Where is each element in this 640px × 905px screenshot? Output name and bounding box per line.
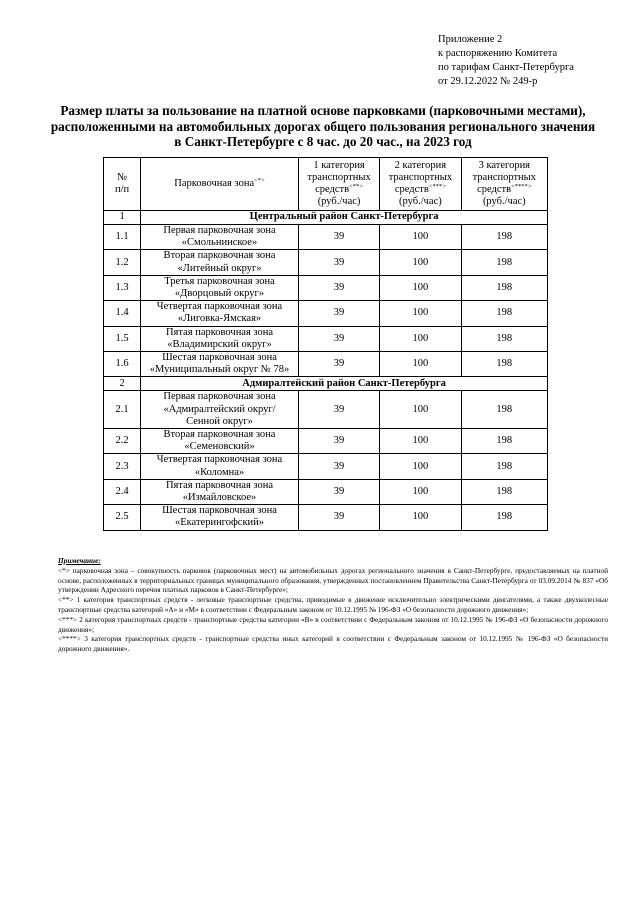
header-category-2: 2 категория транспортных средств<***> (руб./час) [380,158,461,211]
section-row-central [104,211,548,225]
appendix-line: к распоряжению Комитета [438,48,558,59]
section-num: 1 [104,211,141,225]
table-row: 2.4 Пятая парковочная зона «Измайловское» 39 100 198 [104,479,548,504]
table-row: 1.3 Третья парковочная зона «Дворцовый округ» 39 100 198 [104,275,548,300]
title-line: расположенными на автомобильных дорогах общего пользования регионального значения [50,118,596,134]
table-row: 1.6 Шестая парковочная зона «Муниципальный округ № 78» 39 100 198 [104,352,548,377]
header-num: № п/п [104,158,141,211]
header-zone: Парковочная зона<*> [141,158,299,211]
table-header-row [104,158,548,211]
appendix-line: Приложение 2 [438,34,503,45]
header-category-1: 1 категория транспортных средств<**> (руб./час) [298,158,379,211]
note-zone: <*> парковочная зона – совокупность парковок (парковочных мест) на автомобильных дорогах регионального значения в Санкт-Петербурге, предоставляемых на платной основе, расположенных в территориальных границах муниципального образования, утвержденных постановлением Правительства Санкт-Петербурга от 03.09.2014 № 837 «Об утверждении Адресного перечня платных парковок в Санкт-Петербурге»; [58,565,608,595]
section-name: Центральный район Санкт-Петербурга [141,211,548,225]
section-num: 2 [104,377,141,391]
notes-title: Примечание: [58,556,101,565]
notes-block [58,556,608,654]
note-category-2: <***> 2 категория транспортных средств - транспортные средства категории «B» в соответствии с Федеральным законом от 10.12.1995 № 196-ФЗ «О безопасности дорожного движения»; [58,614,608,634]
title-line: Размер платы за пользование на платной основе парковками (парковочными местами), [60,103,586,118]
table-row: 2.5 Шестая парковочная зона «Екатерингофский» 39 100 198 [104,505,548,530]
document-title [40,103,606,150]
table-row: 1.4 Четвертая парковочная зона «Лиговка-Ямская» 39 100 198 [104,301,548,326]
table-row: 1.1 Первая парковочная зона «Смольнинское» 39 100 198 [104,225,548,250]
appendix-line: по тарифам Санкт-Петербурга [438,62,574,73]
title-line: в Санкт-Петербурге с 8 час. до 20 час., на 2023 год [174,134,472,149]
section-row-admiralteysky [104,377,548,391]
parking-fee-table [103,157,548,531]
section-name: Адмиралтейский район Санкт-Петербурга [141,377,548,391]
appendix-block [438,33,574,89]
table-row: 2.1 Первая парковочная зона «Адмиралтейский округ/ Сенной округ» 39 100 198 [104,391,548,429]
table-row: 1.2 Вторая парковочная зона «Литейный округ» 39 100 198 [104,250,548,275]
appendix-line: от 29.12.2022 № 249-р [438,76,538,87]
table-row: 1.5 Пятая парковочная зона «Владимирский округ» 39 100 198 [104,326,548,351]
header-category-3: 3 категория транспортных средств<****> (руб./час) [461,158,547,211]
table-row: 2.3 Четвертая парковочная зона «Коломна» 39 100 198 [104,454,548,479]
note-category-1: <**> 1 категория транспортных средств - легковые транспортные средства, приводимые в движение исключительно электрическими двигателями, а также двухколесные транспортные средства категорий «A» и «M» в соответствии с Федеральным законом от 10.12.1995 № 196-ФЗ «О безопасности дорожного движения»; [58,595,608,614]
note-category-3: <****> 3 категория транспортных средств - транспортные средства иных категорий в соответствии с Федеральным законом от 10.12.1995 № 196-ФЗ «О безопасности дорожного движения». [58,634,608,654]
table-row: 2.2 Вторая парковочная зона «Семеновский» 39 100 198 [104,429,548,454]
